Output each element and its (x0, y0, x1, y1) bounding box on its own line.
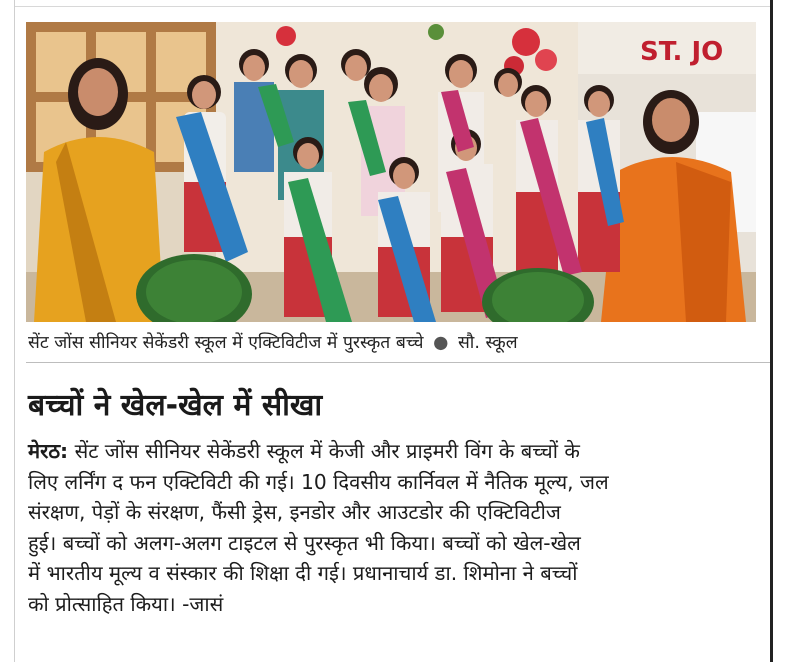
sign-board-text: ST. JO (640, 37, 724, 67)
photo-credit: सौ. स्कूल (457, 333, 518, 353)
caption-text: सेंट जोंस सीनियर सेकेंडरी स्कूल में एक्टिविटीज में पुरस्कृत बच्चे (28, 333, 424, 353)
photo-caption (28, 330, 758, 356)
article-body (28, 436, 762, 619)
article-line-3: संरक्षण, पेड़ों के संरक्षण, फैंसी ड्रेस, इनडोर और आउटडोर की एक्टिविटीज (28, 500, 561, 524)
article-line-6: को प्रोत्साहित किया। -जासं (28, 591, 224, 616)
article-line-1 (28, 436, 762, 467)
article-line-4: हुई। बच्चों को अलग-अलग टाइटल से पुरस्कृत भी किया। बच्चों को खेल-खेल (28, 530, 581, 555)
article-headline: बच्चों ने खेल-खेल में सीखा (28, 388, 323, 423)
right-column-rule (770, 0, 773, 662)
photo-illustration (26, 22, 756, 322)
top-divider (14, 6, 770, 7)
dateline: मेरठ: (28, 439, 69, 463)
article-line-1-text: सेंट जोंस सीनियर सेकेंडरी स्कूल में केजी और प्राइमरी विंग के बच्चों के (74, 439, 580, 463)
bullet-dot-icon: ● (433, 333, 449, 353)
caption-divider (26, 362, 770, 363)
left-column-rule (14, 0, 15, 662)
news-photo (26, 22, 756, 322)
article-line-5: में भारतीय मूल्य व संस्कार की शिक्षा दी गई। प्रधानाचार्य डा. शिमोना ने बच्चों (28, 561, 578, 585)
article-line-2: लिए लर्निंग द फन एक्टिविटी की गई। 10 दिवसीय कार्निवल में नैतिक मूल्य, जल (28, 469, 609, 494)
